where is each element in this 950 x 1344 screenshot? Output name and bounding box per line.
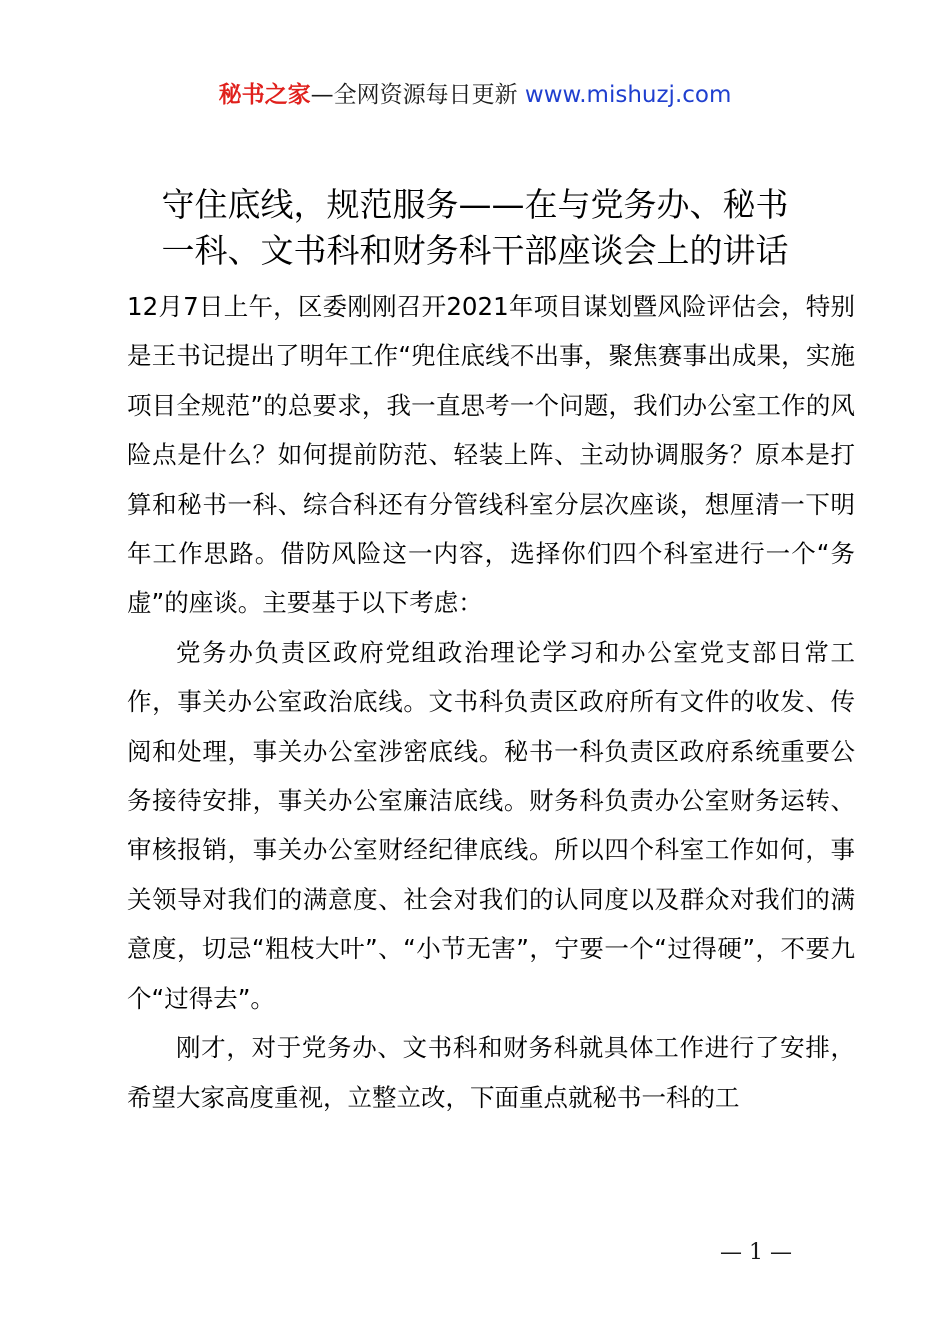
site-header xyxy=(0,78,950,112)
title-line-2: 一科、文书科和财务科干部座谈会上的讲话 xyxy=(161,231,789,270)
document-body xyxy=(127,282,855,1122)
site-url-link[interactable]: www.mishuzj.com xyxy=(524,82,732,108)
brand-name: 秘书之家 xyxy=(218,82,311,108)
header-slogan: —全网资源每日更新 xyxy=(310,82,518,108)
document-title xyxy=(100,182,850,274)
paragraph-1: 12月7日上午，区委刚刚召开2021年项目谋划暨风险评估会，特别是王书记提出了明年工作“兜住底线不出事，聚焦赛事出成果，实施项目全规范”的总要求，我一直思考一个问题，我们办公室工作的风险点是什么？如何提前防范、轻装上阵、主动协调服务？原本是打算和秘书一科、综合科还有分管线科室分层次座谈，想厘清一下明年工作思路。借防风险这一内容，选择你们四个科室进行一个“务虚”的座谈。主要基于以下考虑： xyxy=(127,292,855,618)
page-number: — 1 — xyxy=(720,1240,792,1265)
title-line-1: 守住底线，规范服务——在与党务办、秘书 xyxy=(161,185,789,224)
paragraph-2: 党务办负责区政府党组政治理论学习和办公室党支部日常工作，事关办公室政治底线。文书科负责区政府所有文件的收发、传阅和处理，事关办公室涉密底线。秘书一科负责区政府系统重要公务接待安排，事关办公室廉洁底线。财务科负责办公室财务运转、审核报销，事关办公室财经纪律底线。所以四个科室工作如何，事关领导对我们的满意度、社会对我们的认同度以及群众对我们的满意度，切忌“粗枝大叶”、“小节无害”，宁要一个“过得硬”，不要九个“过得去”。 xyxy=(127,637,855,1013)
paragraph-3: 刚才，对于党务办、文书科和财务科就具体工作进行了安排，希望大家高度重视，立整立改，下面重点就秘书一科的工 xyxy=(127,1033,855,1112)
